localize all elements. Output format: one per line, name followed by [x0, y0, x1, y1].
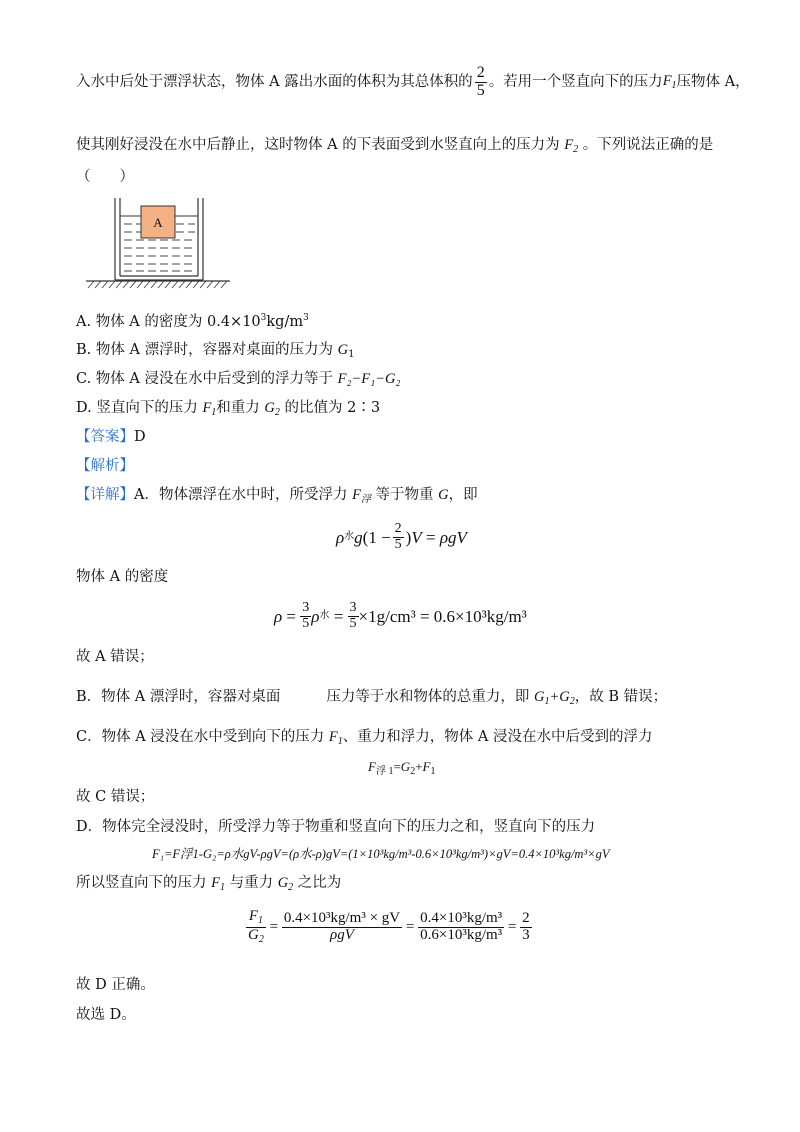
intro-fraction: [475, 65, 487, 100]
detail-b-text-c: ，故 B 错误；: [574, 689, 668, 705]
option-a-sup2: 3: [303, 313, 309, 323]
option-d-post: 的比值为 2∶3: [279, 400, 381, 416]
option-a-text: A. 物体 A 的密度为 0.4×10: [76, 314, 261, 330]
detail-d-ratio-b: 与重力: [224, 875, 278, 891]
intro-line-1-text-a: 入水中后处于漂浮状态，物体 A 露出水面的体积为其总体积的: [76, 73, 473, 90]
equation-density: ρ = $\frac{3}{5}$ ρ 水 = $\frac{3}{5}$ ×1g/cm³ = 0.6×10³kg/m³: [274, 599, 527, 631]
equation-float: ρ 水 g (1 − $\frac{2}{5}$ ) V = ρgV: [336, 520, 467, 552]
option-b-text: B. 物体 A 漂浮时，容器对桌面的压力为: [76, 342, 338, 358]
option-d-g2: $G_2$: [264, 400, 280, 418]
detail-b-sum: $G_1+G_2$: [533, 689, 575, 707]
choice-paren: （ ）: [76, 169, 134, 185]
var-f-float: $F_浮$: [352, 487, 371, 505]
option-a-sup: 3: [260, 313, 267, 323]
detail-d-ratio-a: 所以竖直向下的压力: [76, 875, 212, 891]
choose-d: 故选 D。: [76, 1007, 136, 1023]
equation-float1: $F_{浮 1}=G_2+F_1$: [368, 759, 436, 777]
option-d-text: D. 竖直向下的压力: [76, 400, 203, 416]
container-figure: [84, 196, 234, 296]
intro-line-2: [76, 138, 713, 155]
analysis-label: 【解析】: [76, 458, 134, 474]
var-f2: $F_2$: [564, 137, 579, 155]
detail-b-line: [76, 690, 667, 707]
density-rhs: ×1g/cm³ = 0.6×10³kg/m³: [358, 606, 527, 626]
var-f1: $F_1$: [662, 72, 677, 91]
detail-d-ratio-g2: $G_2$: [277, 875, 294, 893]
equation-d-long: F₁=F浮1-G₂=ρ水gV-ρgV=(ρ水-ρ)gV=(1×10³kg/m³-0.6×10³kg/m³)×gV=0.4×10³kg/m³×gV: [152, 847, 610, 861]
detail-b-text-b: 压力等于水和物体的总重力，即: [326, 689, 534, 705]
option-d[interactable]: [76, 401, 380, 418]
intro-line-2-text-a: 使其刚好浸没在水中后静止，这时物体 A 的下表面受到水竖直向上的压力为: [76, 137, 560, 153]
block-a-label: A: [153, 215, 163, 230]
c-wrong: 故 C 错误；: [76, 789, 155, 805]
var-g: G: [438, 487, 449, 503]
density-label: 物体 A 的密度: [76, 569, 169, 585]
equation-ratio: $\frac{F_1}{G_2}$ = $\frac{\text{0.4×10³kg/m³ × gV}}{\text{ρgV}}$ = $\frac{\text{0.4×10³kg/m³}}{\text{0.6×10³kg/m³}}$ = $\frac{2}{3}$: [248, 908, 530, 945]
detail-a-line: [76, 488, 478, 505]
detail-c-text-b: 、重力和浮力，物体 A 浸没在水中后受到的浮力: [342, 729, 653, 745]
detail-c-text: C．物体 A 浸没在水中受到向下的压力: [76, 729, 329, 745]
answer-line: [76, 430, 146, 445]
intro-line-1: [76, 62, 750, 102]
option-d-mid: 和重力: [216, 400, 265, 416]
d-right: 故 D 正确。: [76, 977, 155, 993]
intro-line-1-text-b: 。若用一个竖直向下的压力: [488, 73, 663, 90]
intro-line-2-text-b: 。下列说法正确的是: [582, 137, 714, 153]
intro-fraction-den: 5: [476, 81, 485, 99]
detail-a-text-b: 等于物重: [370, 487, 439, 503]
detail-a-text-c: ，即: [448, 487, 478, 503]
detail-b-text-a: B．物体 A 漂浮时，容器对桌面: [76, 689, 281, 705]
intro-line-1-text-c: 压物体 A，: [676, 73, 750, 90]
option-a[interactable]: [76, 314, 309, 330]
intro-fraction-num: 2: [476, 63, 485, 81]
option-c-expr: F₂−F₁−G₂: [337, 371, 401, 387]
option-b[interactable]: [76, 343, 355, 360]
option-c-text: C. 物体 A 浸没在水中后受到的浮力等于: [76, 371, 338, 387]
answer-label: 【答案】: [76, 429, 134, 445]
detail-d-ratio-f1: $F_1$: [211, 875, 225, 893]
option-a-unit: kg/m: [266, 314, 304, 330]
option-b-sub: 1: [348, 349, 355, 360]
detail-label: 【详解】: [76, 487, 134, 503]
option-c[interactable]: [76, 372, 400, 387]
detail-a-text: A．物体漂浮在水中时，所受浮力: [134, 487, 353, 503]
detail-d-ratio: [76, 876, 341, 893]
detail-d-ratio-c: 之比为: [293, 875, 342, 891]
detail-c-f1: $F_1$: [328, 729, 343, 747]
option-b-var: G: [337, 342, 349, 358]
option-d-f1: $F_1$: [202, 400, 217, 418]
answer-value: D: [134, 429, 146, 445]
table-hatching: [88, 281, 227, 288]
detail-c-line: [76, 730, 652, 747]
a-wrong: 故 A 错误；: [76, 649, 154, 665]
detail-d-line: D．物体完全浸没时，所受浮力等于物重和竖直向下的压力之和，竖直向下的压力: [76, 819, 596, 835]
